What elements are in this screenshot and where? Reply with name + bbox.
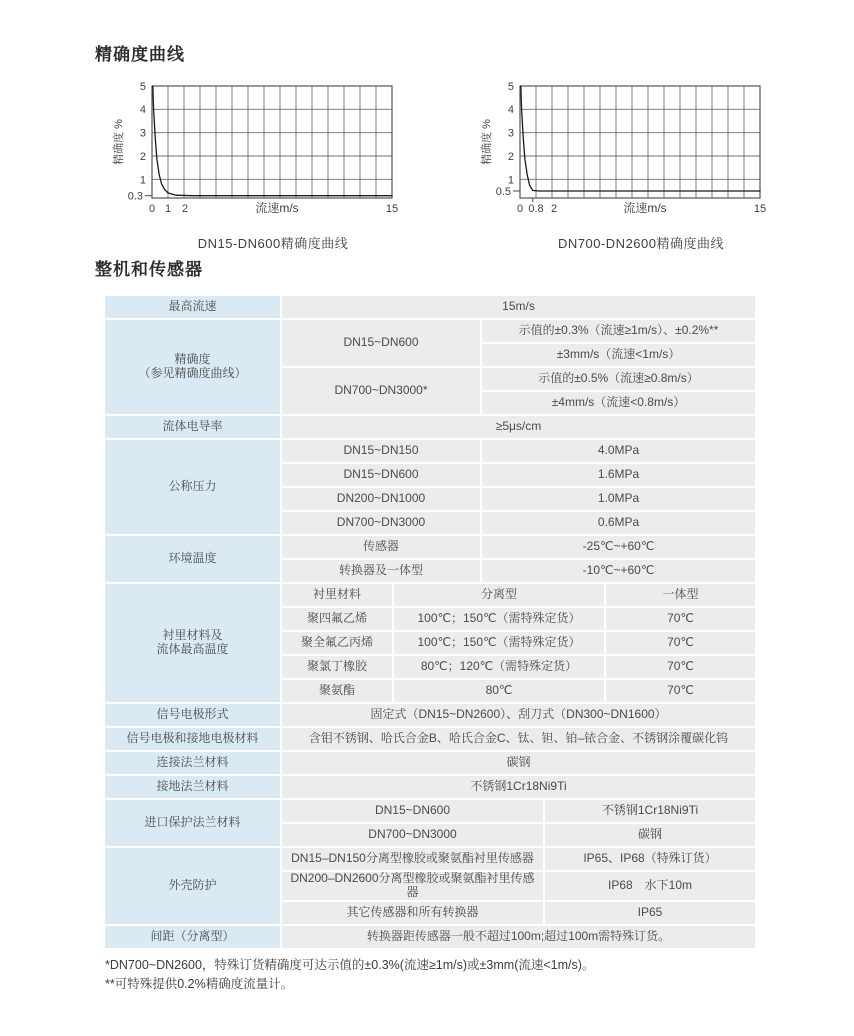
spec-range-cell: DN15~DN600: [282, 800, 543, 822]
spec-label-cell: 接地法兰材料: [105, 776, 280, 798]
y-axis-label: 精确度 %: [481, 119, 493, 165]
spec-label-line: 衬里材料及: [162, 628, 223, 643]
accuracy-chart-dn700-dn2600-plot: [480, 78, 802, 226]
spec-label-cell: [105, 320, 280, 414]
spec-value-cell: 碳钢: [282, 752, 755, 774]
spec-range-cell: DN700~DN3000: [282, 512, 480, 534]
table-row: [105, 320, 755, 342]
spec-value-cell: IP68 水下10m: [545, 872, 755, 900]
spec-value-cell: 不锈钢1Cr18Ni9Ti: [282, 776, 755, 798]
table-row: [105, 800, 755, 822]
spec-label-line: （参见精确度曲线）: [138, 366, 247, 380]
spec-range-cell: DN200~DN1000: [282, 488, 480, 510]
x-tick: 0.8: [528, 203, 544, 215]
x-tick: 1: [164, 203, 172, 215]
spec-label-cell: 流体电导率: [105, 416, 280, 438]
spec-value-cell: 100℃；150℃（需特殊定货）: [394, 632, 604, 654]
sensor-table-heading: 整机和传感器: [95, 260, 203, 279]
spec-range-cell: 聚氨酯: [282, 680, 392, 702]
spec-range-cell: 聚四氟乙烯: [282, 608, 392, 630]
spec-range-cell: DN700~DN3000*: [282, 368, 480, 414]
table-row: [105, 776, 755, 798]
spec-value-cell: 示值的±0.5%（流速≥0.8m/s）: [482, 368, 755, 390]
footnote-line: **可特殊提供0.2%精确度流量计。: [105, 976, 294, 991]
spec-range-cell: DN700~DN3000: [282, 824, 543, 846]
chart-caption-dn15-dn600: DN15-DN600精确度曲线: [197, 236, 349, 251]
table-row: [105, 536, 755, 558]
y-tick: 3: [139, 127, 146, 140]
spec-subheader-cell: 衬里材料: [282, 584, 392, 606]
y-tick: 0.3: [127, 190, 143, 203]
y-tick: 0.5: [495, 186, 511, 198]
accuracy-chart-dn15-dn600: [112, 78, 434, 252]
x-tick: 15: [385, 203, 399, 215]
spec-label-cell: 间距（分离型）: [105, 926, 280, 948]
spec-range-cell: 其它传感器和所有转换器: [282, 902, 543, 924]
y-tick: 4: [139, 104, 146, 116]
y-tick: 5: [139, 81, 146, 93]
accuracy-curve: [521, 86, 760, 191]
table-row: [105, 926, 755, 948]
table-row: [105, 296, 755, 318]
chart-caption-dn700-dn2600: DN700-DN2600精确度曲线: [558, 236, 724, 251]
spec-value-cell: -25℃~+60℃: [482, 536, 755, 558]
spec-value-cell: 转换器距传感器一般不超过100m;超过100m需特殊订货。: [282, 926, 755, 948]
x-tick: 2: [550, 203, 558, 215]
x-tick: 15: [753, 203, 767, 215]
spec-range-cell: 传感器: [282, 536, 480, 558]
y-tick: 5: [507, 81, 514, 93]
x-tick: 0: [148, 203, 156, 215]
spec-label-line: 流体最高温度: [156, 642, 229, 656]
spec-value-cell: 80℃: [394, 680, 604, 702]
spec-label-cell: 信号电极和接地电极材料: [105, 728, 280, 750]
spec-value-cell: 70℃: [606, 680, 755, 702]
spec-range-cell: DN15~DN600: [282, 464, 480, 486]
y-tick: 4: [507, 104, 514, 116]
accuracy-charts-row: [112, 78, 802, 252]
spec-range-cell: DN15~DN600: [282, 320, 480, 366]
table-row: [105, 704, 755, 726]
y-tick: 3: [507, 127, 514, 140]
spec-value-cell: 示值的±0.3%（流速≥1m/s）、±0.2%**: [482, 320, 755, 342]
spec-value-cell: 固定式（DN15~DN2600）、刮刀式（DN300~DN1600）: [282, 704, 755, 726]
spec-label-cell: 进口保护法兰材料: [105, 800, 280, 846]
spec-value-cell: 碳钢: [545, 824, 755, 846]
x-axis-label: 流速m/s: [623, 201, 667, 215]
spec-value-cell: ±4mm/s（流速<0.8m/s）: [482, 392, 755, 414]
footnote-line: *DN700~DN2600，特殊订货精确度可达示值的±0.3%(流速≥1m/s)或±3mm(流速<1m/s)。: [105, 958, 595, 972]
spec-label-line: 精确度: [174, 352, 211, 367]
spec-range-cell: DN200–DN2600分离型橡胶或聚氨酯衬里传感器: [282, 872, 543, 900]
table-row: [105, 440, 755, 462]
spec-value-cell: 4.0MPa: [482, 440, 755, 462]
spec-value-cell: 80℃；120℃（需特殊定货）: [394, 656, 604, 678]
spec-value-cell: 70℃: [606, 608, 755, 630]
y-tick: 2: [507, 151, 514, 163]
spec-value-cell: IP65: [545, 902, 755, 924]
table-row: [105, 416, 755, 438]
x-tick: 0: [516, 203, 524, 215]
spec-label-cell: 信号电极形式: [105, 704, 280, 726]
spec-subheader-cell: 分离型: [394, 584, 604, 606]
spec-value-cell: -10℃~+60℃: [482, 560, 755, 582]
accuracy-chart-dn700-dn2600: [480, 78, 802, 252]
y-tick: 1: [507, 174, 514, 187]
table-row: [105, 728, 755, 750]
spec-value-cell: ≥5μs/cm: [282, 416, 755, 438]
spec-value-cell: IP65、IP68（特殊订货）: [545, 848, 755, 870]
spec-table: [103, 294, 757, 950]
spec-label-cell: 公称压力: [105, 440, 280, 534]
spec-value-cell: 0.6MPa: [482, 512, 755, 534]
y-tick: 2: [139, 151, 146, 163]
spec-label-cell: [105, 584, 280, 702]
spec-value-cell: 含钼不锈钢、哈氏合金B、哈氏合金C、钛、钽、铂–铱合金、不锈钢涂覆碳化钨: [282, 728, 755, 750]
spec-label-cell: 最高流速: [105, 296, 280, 318]
spec-value-cell: 1.0MPa: [482, 488, 755, 510]
footnotes: [105, 956, 594, 994]
spec-range-cell: 转换器及一体型: [282, 560, 480, 582]
spec-value-cell: 70℃: [606, 632, 755, 654]
spec-value-cell: 不锈钢1Cr18Ni9Ti: [545, 800, 755, 822]
spec-subheader-cell: 一体型: [606, 584, 755, 606]
spec-label-cell: 环境温度: [105, 536, 280, 582]
spec-range-cell: 聚氯丁橡胶: [282, 656, 392, 678]
spec-value-cell: 1.6MPa: [482, 464, 755, 486]
spec-value-cell: 70℃: [606, 656, 755, 678]
table-row: [105, 752, 755, 774]
spec-label-cell: 外壳防护: [105, 848, 280, 924]
spec-range-cell: 聚全氟乙丙烯: [282, 632, 392, 654]
spec-range-cell: DN15–DN150分离型橡胶或聚氨酯衬里传感器: [282, 848, 543, 870]
table-row: [105, 848, 755, 870]
spec-value-cell: 100℃；150℃（需特殊定货）: [394, 608, 604, 630]
spec-value-cell: ±3mm/s（流速<1m/s）: [482, 344, 755, 366]
x-axis-label: 流速m/s: [255, 201, 299, 215]
accuracy-chart-dn15-dn600-plot: [112, 78, 434, 226]
spec-range-cell: DN15~DN150: [282, 440, 480, 462]
accuracy-curves-heading: 精确度曲线: [95, 45, 185, 64]
spec-label-cell: 连接法兰材料: [105, 752, 280, 774]
spec-value-cell: 15m/s: [282, 296, 755, 318]
table-row: [105, 584, 755, 606]
x-tick: 2: [181, 203, 189, 215]
y-axis-label: 精确度 %: [113, 119, 125, 165]
y-tick: 1: [139, 174, 146, 187]
